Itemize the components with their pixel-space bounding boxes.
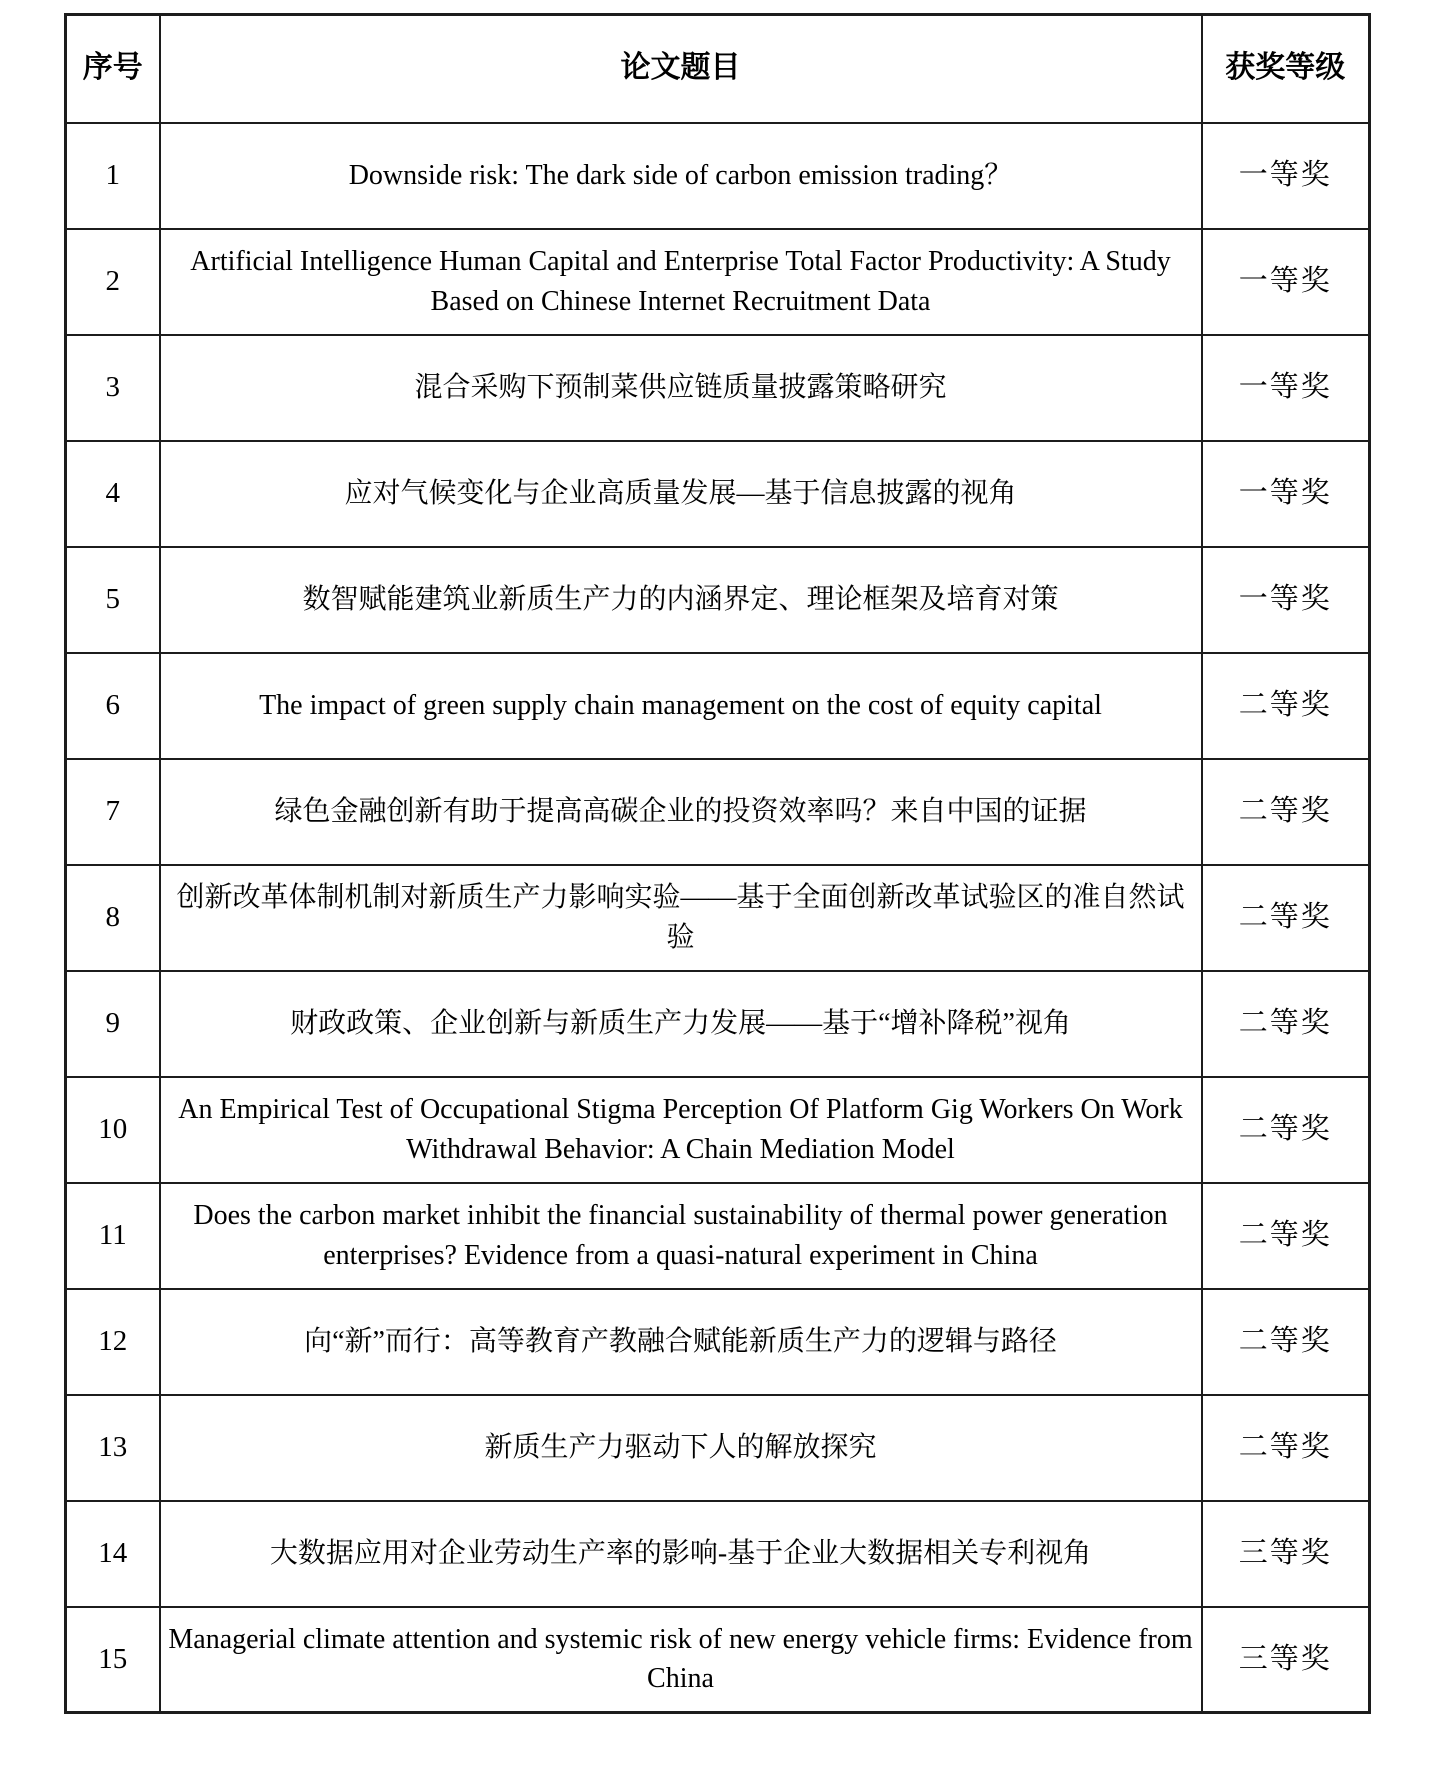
award-level-cell: 一等奖 [1202, 123, 1370, 229]
paper-title-cell: 创新改革体制机制对新质生产力影响实验——基于全面创新改革试验区的准自然试验 [160, 865, 1202, 971]
paper-title-cell: Does the carbon market inhibit the financial sustainability of thermal power generation enterprises? Evidence from a quasi-natural experiment in China [160, 1183, 1202, 1289]
table-row [66, 1183, 1370, 1289]
row-index-cell: 3 [66, 335, 160, 441]
header-title-cell: 论文题目 [160, 15, 1202, 123]
paper-title-cell: 新质生产力驱动下人的解放探究 [160, 1395, 1202, 1501]
row-index-cell: 14 [66, 1501, 160, 1607]
award-level-cell: 二等奖 [1202, 1077, 1370, 1183]
row-index-cell: 9 [66, 971, 160, 1077]
row-index-cell: 6 [66, 653, 160, 759]
award-level-cell: 二等奖 [1202, 865, 1370, 971]
award-level-cell: 二等奖 [1202, 653, 1370, 759]
award-level-cell: 二等奖 [1202, 971, 1370, 1077]
award-level-cell: 一等奖 [1202, 335, 1370, 441]
table-row [66, 653, 1370, 759]
award-level-cell: 一等奖 [1202, 229, 1370, 335]
table-row [66, 1501, 1370, 1607]
award-level-cell: 二等奖 [1202, 759, 1370, 865]
paper-title-cell: Artificial Intelligence Human Capital and Enterprise Total Factor Productivity: A Study Based on Chinese Internet Recruitment Data [160, 229, 1202, 335]
paper-title-cell: 混合采购下预制菜供应链质量披露策略研究 [160, 335, 1202, 441]
header-award-cell: 获奖等级 [1202, 15, 1370, 123]
paper-title-cell: Downside risk: The dark side of carbon emission trading？ [160, 123, 1202, 229]
paper-title-cell: 绿色金融创新有助于提高高碳企业的投资效率吗？来自中国的证据 [160, 759, 1202, 865]
table-row [66, 123, 1370, 229]
row-index-cell: 1 [66, 123, 160, 229]
table-row [66, 1395, 1370, 1501]
row-index-cell: 5 [66, 547, 160, 653]
paper-title-cell: 数智赋能建筑业新质生产力的内涵界定、理论框架及培育对策 [160, 547, 1202, 653]
row-index-cell: 4 [66, 441, 160, 547]
header-index-cell: 序号 [66, 15, 160, 123]
row-index-cell: 7 [66, 759, 160, 865]
row-index-cell: 12 [66, 1289, 160, 1395]
paper-title-cell: 向“新”而行：高等教育产教融合赋能新质生产力的逻辑与路径 [160, 1289, 1202, 1395]
row-index-cell: 8 [66, 865, 160, 971]
award-level-cell: 一等奖 [1202, 441, 1370, 547]
award-level-cell: 三等奖 [1202, 1607, 1370, 1713]
award-level-cell: 二等奖 [1202, 1289, 1370, 1395]
table-row [66, 547, 1370, 653]
paper-title-cell: The impact of green supply chain management on the cost of equity capital [160, 653, 1202, 759]
table-row [66, 1607, 1370, 1713]
table-row [66, 865, 1370, 971]
awards-table-body [66, 123, 1370, 1713]
table-row [66, 441, 1370, 547]
paper-title-cell: 应对气候变化与企业高质量发展—基于信息披露的视角 [160, 441, 1202, 547]
row-index-cell: 13 [66, 1395, 160, 1501]
award-level-cell: 一等奖 [1202, 547, 1370, 653]
table-row [66, 1077, 1370, 1183]
table-row [66, 759, 1370, 865]
paper-title-cell: 大数据应用对企业劳动生产率的影响-基于企业大数据相关专利视角 [160, 1501, 1202, 1607]
awards-table [64, 13, 1371, 1714]
row-index-cell: 11 [66, 1183, 160, 1289]
header-row [66, 15, 1370, 123]
table-row [66, 971, 1370, 1077]
row-index-cell: 2 [66, 229, 160, 335]
row-index-cell: 15 [66, 1607, 160, 1713]
paper-title-cell: 财政政策、企业创新与新质生产力发展——基于“增补降税”视角 [160, 971, 1202, 1077]
table-row [66, 335, 1370, 441]
paper-title-cell: An Empirical Test of Occupational Stigma Perception Of Platform Gig Workers On Work Withdrawal Behavior: A Chain Mediation Model [160, 1077, 1202, 1183]
table-row [66, 1289, 1370, 1395]
paper-title-cell: Managerial climate attention and systemic risk of new energy vehicle firms: Evidence from China [160, 1607, 1202, 1713]
award-level-cell: 三等奖 [1202, 1501, 1370, 1607]
table-row [66, 229, 1370, 335]
award-level-cell: 二等奖 [1202, 1183, 1370, 1289]
award-level-cell: 二等奖 [1202, 1395, 1370, 1501]
row-index-cell: 10 [66, 1077, 160, 1183]
